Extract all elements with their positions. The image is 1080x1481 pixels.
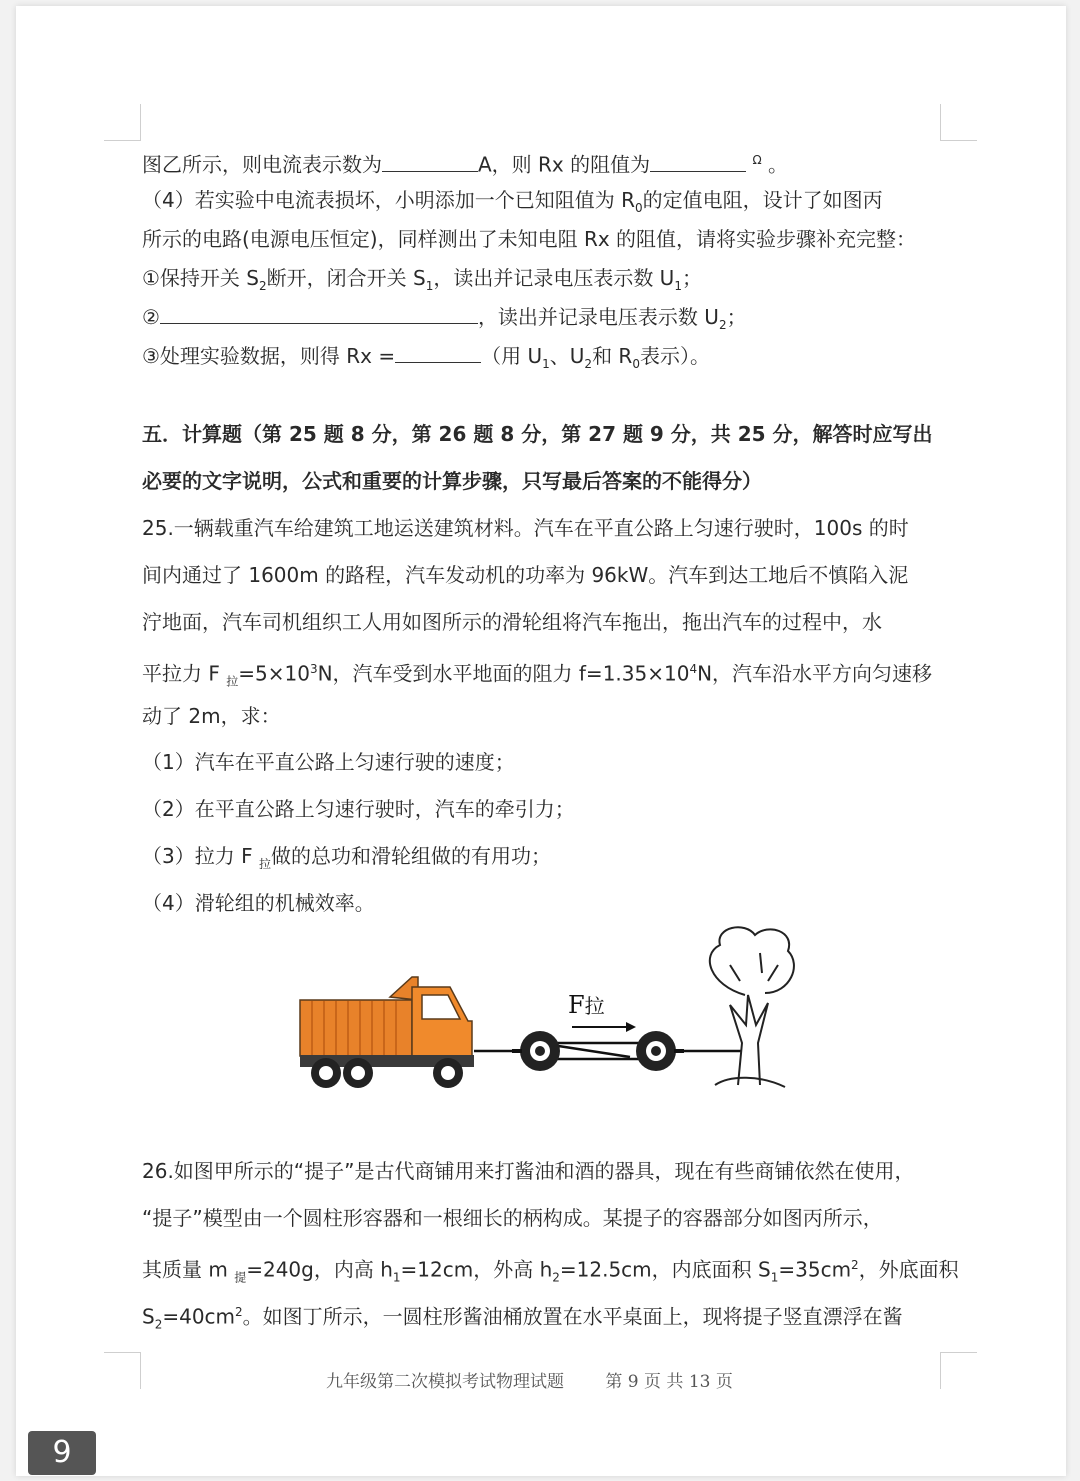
force-label: F拉 xyxy=(568,991,605,1019)
line-step-2: ② ，读出并记录电压表示数 $U_2$； xyxy=(142,305,747,332)
footer-title: 九年级第二次模拟考试物理试题 xyxy=(326,1372,564,1392)
q26-line-1: 26.如图甲所示的“提子”是古代商铺用来打酱油和酒的器具，现在有些商铺依然在使用， xyxy=(142,1159,915,1183)
pulley-right xyxy=(636,1031,684,1071)
q26-line-3: 其质量 m $_提$=240g，内高 $h_1=12cm$，外高 $h_2=12.5cm$，内底面积 $S_1=35cm^2$，外底面积 xyxy=(142,1257,959,1285)
line-current-reading: 图乙所示，则电流表示数为 A，则 Rx 的阻值为 $^\Omega$ 。 xyxy=(142,152,789,177)
answer-blank[interactable] xyxy=(382,151,478,172)
line-q4-circuit: 所示的电路(电源电压恒定)，同样测出了未知电阻 Rx 的阻值，请将实验步骤补充完整： xyxy=(142,227,917,251)
crop-mark-top-right xyxy=(940,104,977,141)
footer-page-number: 第 9 页 共 13 页 xyxy=(605,1372,733,1392)
crop-mark-bottom-left xyxy=(104,1352,141,1389)
q25-line-4: 平拉力 F $_拉=5\times 10^3N$，汽车受到水平地面的阻力 $f=1.35\times 10^4N$，汽车沿水平方向匀速移 xyxy=(142,661,933,689)
q25-sub-4: （4）滑轮组的机械效率。 xyxy=(142,891,375,915)
q25-sub-2: （2）在平直公路上匀速行驶时，汽车的牵引力； xyxy=(142,797,575,821)
answer-blank[interactable] xyxy=(395,342,481,363)
q25-line-2: 间内通过了 1600m 的路程，汽车发动机的功率为 96kW。汽车到达工地后不慎陷入泥 xyxy=(142,563,909,587)
q25-line-5: 动了 2m，求： xyxy=(142,704,281,728)
truck-pulley-figure xyxy=(290,925,800,1095)
line-q4-intro: （4）若实验中电流表损坏，小明添加一个已知阻值为 $R_0$的定值电阻，设计了如图丙 xyxy=(142,188,883,215)
pulley-left xyxy=(512,1031,560,1071)
crop-mark-bottom-right xyxy=(940,1352,977,1389)
answer-blank[interactable] xyxy=(650,151,746,172)
q25-sub-3: （3）拉力 F $_拉$做的总功和滑轮组做的有用功； xyxy=(142,844,551,871)
section-5-heading: 五．计算题（第 25 题 8 分，第 26 题 8 分，第 27 题 9 分，共 25 分，解答时应写出 xyxy=(142,422,933,446)
section-5-instructions: 必要的文字说明，公式和重要的计算步骤，只写最后答案的不能得分） xyxy=(142,469,762,493)
page-footer xyxy=(326,1367,739,1392)
line-step-1: ①保持开关 $S_2$断开，闭合开关 $S_1$，读出并记录电压表示数 $U_1$； xyxy=(142,266,702,293)
tree xyxy=(710,927,794,1087)
crop-mark-top-left xyxy=(104,104,141,141)
q26-line-4: $S_2=40cm^2$。如图丁所示，一圆柱形酱油桶放置在水平桌面上，现将提子竖直漂浮在酱 xyxy=(142,1304,903,1332)
page-number-badge[interactable]: 9 xyxy=(28,1431,96,1475)
answer-blank[interactable] xyxy=(160,303,478,324)
q25-line-3: 泞地面，汽车司机组织工人用如图所示的滑轮组将汽车拖出，拖出汽车的过程中，水 xyxy=(142,610,882,634)
line-step-3: ③处理实验数据，则得 Rx = （用 $U_1$、$U_2$和 $R_0$表示）。 xyxy=(142,344,710,371)
q26-line-2: “提子”模型由一个圆柱形容器和一根细长的柄构成。某提子的容器部分如图丙所示， xyxy=(142,1206,883,1230)
q25-line-1: 25.一辆载重汽车给建筑工地运送建筑材料。汽车在平直公路上匀速行驶时，100s 的时 xyxy=(142,516,909,540)
q25-sub-1: （1）汽车在平直公路上匀速行驶的速度； xyxy=(142,750,515,774)
